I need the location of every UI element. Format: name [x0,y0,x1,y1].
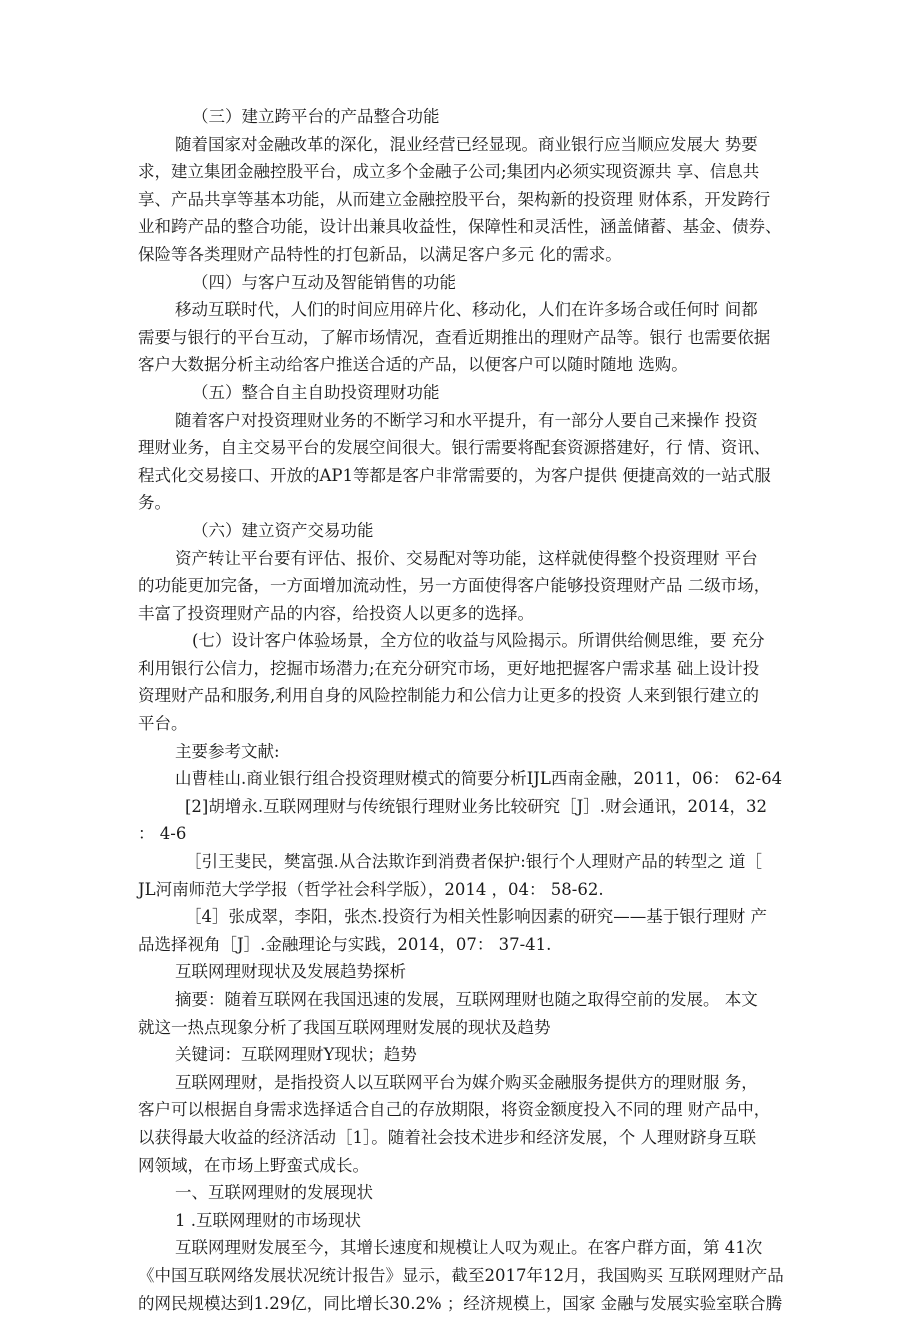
paragraph-line: 资产转让平台要有评估、报价、交易配对等功能，这样就使得整个投资理财 平台 [175,548,758,568]
paragraph-line: 平台。 [138,714,188,734]
reference-line: ［引王斐民，樊富强.从合法欺诈到消费者保护:银行个人理财产品的转型之 道［ [185,852,763,872]
paragraph-line: 享、产品共享等基本功能，从而建立金融控股平台，架构新的投资理 财体系，开发跨行 [138,189,771,209]
paragraph-line: 随着国家对金融改革的深化，混业经营已经显现。商业银行应当顺应发展大 势要 [175,134,758,154]
reference-line: JL河南师范大学学报（哲学社会科学版），2014 ，04： 58-62. [138,879,604,899]
body-line: 网领域，在市场上野蛮式成长。 [138,1155,369,1175]
body-line: 互联网理财，是指投资人以互联网平台为媒介购买金融服务提供方的理财服 务， [175,1072,758,1092]
section-heading: （五）整合自主自助投资理财功能 [192,382,440,402]
paragraph-line: 的功能更加完备，一方面增加流动性，另一方面使得客户能够投资理财产品 二级市场， [138,576,771,596]
paragraph-line: 需要与银行的平台互动，了解市场情况，查看近期推出的理财产品等。银行 也需要依据 [138,327,771,347]
section-heading: 一、互联网理财的发展现状 [175,1183,373,1203]
section-heading: （四）与客户互动及智能销售的功能 [192,272,456,292]
subsection-heading: 1 .互联网理财的市场现状 [175,1210,361,1230]
paragraph-line: 理财业务，自主交易平台的发展空间很大。银行需要将配套资源搭建好，行 情、资讯、 [138,438,771,458]
body-line: 以获得最大收益的经济活动［1］。随着社会技术进步和经济发展，个 人理财跻身互联 [138,1127,756,1147]
abstract-line: 就这一热点现象分析了我国互联网理财发展的现状及趋势 [138,1017,551,1037]
reference-line: [2]胡增永.互联网理财与传统银行理财业务比较研究［J］.财会通讯，2014，32 [185,796,767,816]
paragraph-line: 移动互联时代，人们的时间应用碎片化、移动化，人们在许多场合或任何时 间都 [175,300,758,320]
section-heading: （六）建立资产交易功能 [192,520,374,540]
section-heading: （三）建立跨平台的产品整合功能 [192,107,440,126]
paragraph-line: 利用银行公信力，挖掘市场潜力;在充分研究市场，更好地把握客户需求基 础上设计投 [138,658,760,678]
body-line: 的网民规模达到1.29亿，同比增长30.2% ；经济规模上，国家 金融与发展实验室联合腾 [138,1293,783,1313]
reference-line: 品选择视角［J］.金融理论与实践，2014，07： 37-41. [138,934,552,954]
reference-line: ： 4-6 [138,824,187,844]
references-title: 主要参考文献: [175,741,280,761]
article-title: 互联网理财现状及发展趋势探析 [175,962,406,982]
document-page [138,103,798,1317]
paragraph-line: 程式化交易接口、开放的AP1等都是客户非常需要的，为客户提供 便捷高效的一站式服 [138,465,771,485]
paragraph-line: 业和跨产品的整合功能，设计出兼具收益性，保障性和灵活性，涵盖储蓄、基金、债券、 [138,217,782,237]
paragraph-line: 资理财产品和服务,利用自身的风险控制能力和公信力让更多的投资 人来到银行建立的 [138,686,759,706]
body-line: 客户可以根据自身需求选择适合自己的存放期限，将资金额度投入不同的理 财产品中， [138,1100,771,1120]
paragraph-line: 随着客户对投资理财业务的不断学习和水平提升，有一部分人要自己来操作 投资 [175,410,758,430]
keywords-line: 关键词：互联网理财Y现状；趋势 [175,1045,417,1065]
body-line: 互联网理财发展至今，其增长速度和规模让人叹为观止。在客户群方面，第 41次 [175,1238,763,1258]
paragraph-line: 务。 [138,493,171,513]
reference-line: ［4］张成翠，李阳，张杰.投资行为相关性影响因素的研究——基于银行理财 产 [185,907,767,927]
paragraph-line: 求，建立集团金融控股平台，成立多个金融子公司;集团内必须实现资源共 享、信息共 [138,162,760,182]
abstract-line: 摘要：随着互联网在我国迅速的发展，互联网理财也随之取得空前的发展。 本文 [175,990,758,1009]
body-line: 《中国互联网络发展状况统计报告》显示，截至2017年12月，我国购买 互联网理财产品 [138,1265,784,1285]
paragraph-line: 客户大数据分析主动给客户推送合适的产品，以便客户可以随时随地 选购。 [138,355,688,375]
reference-line: 山曹桂山.商业银行组合投资理财模式的简要分析IJL西南金融，2011，06： 62-64 [175,769,783,789]
section-heading: (七）设计客户体验场景，全方位的收益与风险揭示。所谓供给侧思维，要 充分 [192,631,765,651]
paragraph-line: 保险等各类理财产品特性的打包新品，以满足客户多元 化的需求。 [138,244,622,264]
paragraph-line: 丰富了投资理财产品的内容，给投资人以更多的选择。 [138,603,534,623]
